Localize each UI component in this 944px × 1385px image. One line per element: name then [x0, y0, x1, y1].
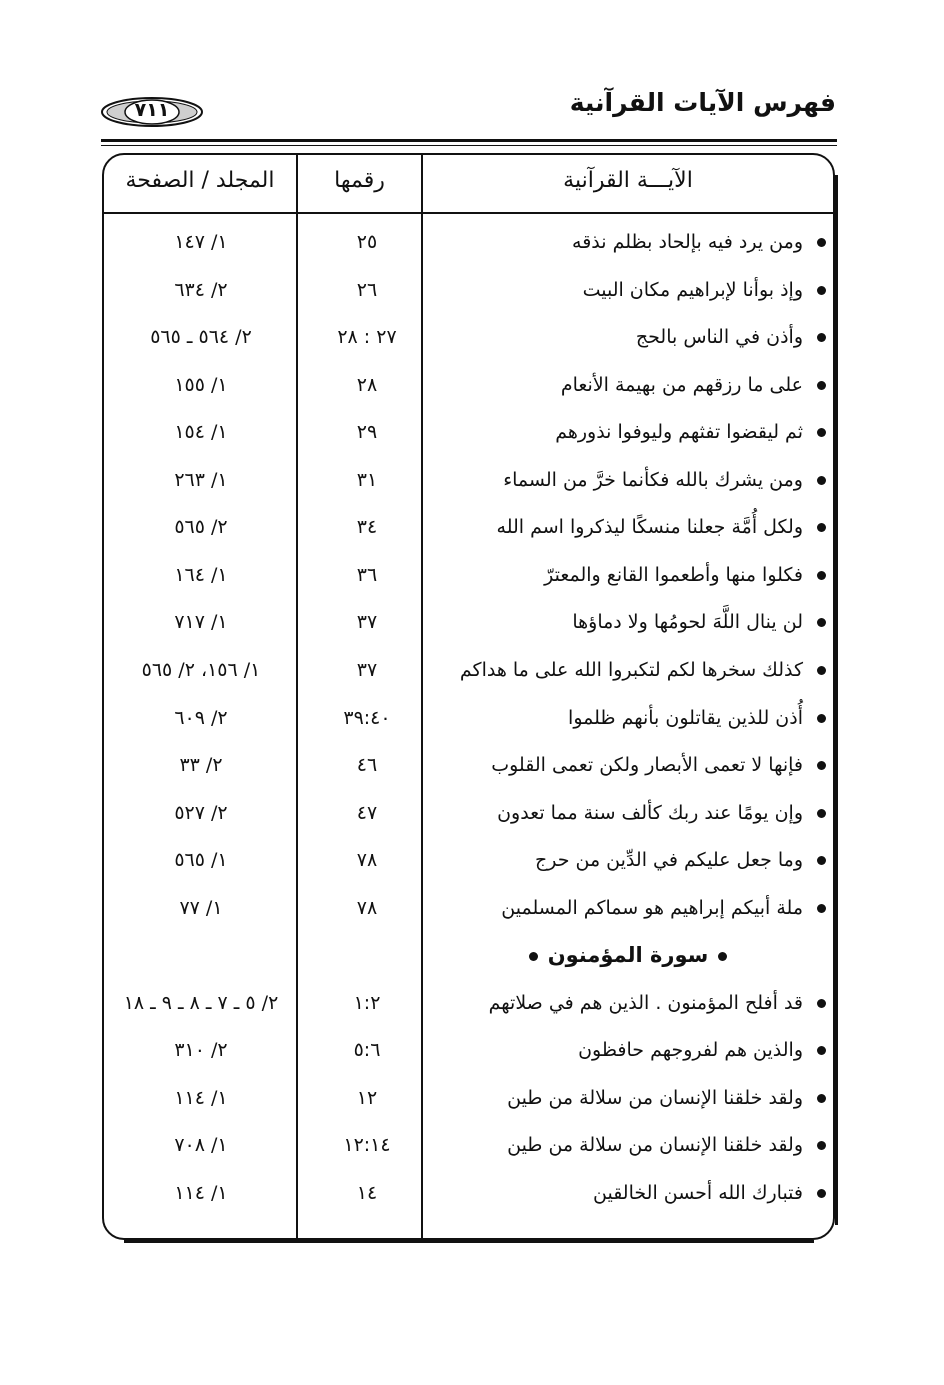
- aya-cell: [466, 983, 826, 1023]
- bullet-icon: [817, 333, 826, 342]
- aya-number: ٧٨: [356, 896, 378, 919]
- bullet-icon: [817, 1094, 826, 1103]
- page-title: فهرس الآيات القرآنية: [569, 88, 836, 117]
- aya-number: ١:٢: [353, 991, 381, 1014]
- bullet-icon: [817, 476, 826, 485]
- bullet-icon: [817, 238, 826, 247]
- aya-text: على ما رزقهم من بهيمة الأنعام: [560, 373, 803, 396]
- aya-number: ٣٩:٤٠: [343, 706, 391, 729]
- volume-page-ref: ٢/ ٦٠٩: [174, 706, 228, 729]
- aya-text: وأذن في الناس بالحج: [635, 326, 803, 349]
- aya-cell: [466, 1125, 826, 1165]
- aya-number: ٢٥: [356, 231, 378, 253]
- header-divider: [104, 212, 833, 214]
- bullet-icon: [817, 618, 826, 627]
- aya-cell: [466, 412, 826, 452]
- aya-cell: [466, 222, 826, 262]
- aya-cell: [466, 1030, 826, 1070]
- table-row: [0, 365, 944, 405]
- table-row: [0, 983, 944, 1023]
- table-row: [0, 650, 944, 690]
- volume-page-ref: ١/ ٢٦٣: [174, 468, 228, 491]
- bullet-icon: [817, 381, 826, 390]
- aya-number: ١٢: [356, 1086, 378, 1109]
- aya-text: وإن يومًا عند ربك كألف سنة مما تعدون: [497, 801, 803, 824]
- column-header-number: رقمها: [334, 168, 385, 193]
- aya-number: ٤٧: [356, 801, 378, 824]
- aya-text: ثم ليقضوا تفثهم وليوفوا نذورهم: [555, 421, 803, 444]
- bullet-icon: [718, 952, 727, 961]
- table-row: [0, 460, 944, 500]
- volume-page-ref: ٢/ ٥٦٤ ـ ٥٦٥: [150, 326, 252, 349]
- aya-cell: [466, 602, 826, 642]
- aya-text: وما جعل عليكم في الدِّين من حرج: [534, 849, 803, 872]
- aya-number: ٣١: [356, 468, 378, 491]
- aya-text: فإنها لا تعمى الأبصار ولكن تعمى القلوب: [491, 754, 803, 777]
- aya-cell: [466, 1173, 826, 1213]
- aya-number: ٢٧ : ٢٨: [337, 326, 397, 349]
- column-header-ref: المجلد / الصفحة: [125, 168, 275, 193]
- aya-text: وإذ بوأنا لإبراهيم مكان البيت: [582, 278, 803, 301]
- bullet-icon: [817, 904, 826, 913]
- table-row: [0, 1078, 944, 1118]
- bullet-icon: [817, 1046, 826, 1055]
- aya-cell: [466, 507, 826, 547]
- aya-cell: [466, 365, 826, 405]
- volume-page-ref: ٢/ ٥٦٥: [174, 516, 228, 539]
- table-row: [0, 602, 944, 642]
- volume-page-ref: ١/ ٥٦٥: [174, 849, 228, 872]
- aya-cell: [466, 745, 826, 785]
- column-header-aya: الآيـــة القرآنية: [563, 168, 693, 193]
- aya-text: ملة أبيكم إبراهيم هو سماكم المسلمين: [501, 896, 803, 919]
- aya-number: ٣٧: [356, 658, 378, 681]
- table-row: [0, 840, 944, 880]
- table-row: [0, 745, 944, 785]
- table-shadow-bottom: [124, 1240, 814, 1243]
- volume-page-ref: ٢/ ٣١٠: [174, 1039, 228, 1062]
- table-row: [0, 270, 944, 310]
- volume-page-ref: ١/ ١٥٥: [174, 373, 228, 396]
- aya-text: ومن يشرك بالله فكأنما خرَّ من السماء: [503, 468, 803, 491]
- aya-text: ولقد خلقنا الإنسان من سلالة من طين: [507, 1086, 803, 1109]
- aya-number: ٣٦: [356, 563, 378, 586]
- aya-cell: [466, 1078, 826, 1118]
- aya-number: ٢٦: [356, 278, 378, 301]
- bullet-icon: [817, 571, 826, 580]
- bullet-icon: [817, 1189, 826, 1198]
- aya-number: ٣٤: [356, 516, 378, 539]
- table-row: [0, 317, 944, 357]
- volume-page-ref: ٢/ ٣٣: [179, 754, 223, 777]
- bullet-icon: [817, 523, 826, 532]
- bullet-icon: [817, 666, 826, 675]
- aya-text: ولقد خلقنا الإنسان من سلالة من طين: [507, 1134, 803, 1157]
- bullet-icon: [817, 809, 826, 818]
- page-number: ٧١١: [134, 99, 170, 121]
- header-rule-thin: [101, 145, 837, 146]
- bullet-icon: [817, 761, 826, 770]
- aya-cell: [466, 270, 826, 310]
- volume-page-ref: ٢/ ٦٣٤: [174, 278, 228, 301]
- aya-text: قد أفلح المؤمنون . الذين هم في صلاتهم: [488, 991, 803, 1014]
- page-number-badge: [100, 96, 204, 128]
- bullet-icon: [817, 999, 826, 1008]
- aya-text: فتبارك الله أحسن الخالقين: [593, 1182, 803, 1204]
- aya-cell: [459, 650, 826, 690]
- sura-heading: [424, 935, 832, 975]
- aya-text: أُذن للذين يقاتلون بأنهم ظلموا: [568, 706, 803, 729]
- table-row: [0, 555, 944, 595]
- volume-page-ref: ١/ ٧٠٨: [174, 1134, 228, 1157]
- bullet-icon: [817, 1141, 826, 1150]
- aya-text: فكلوا منها وأطعموا القانع والمعترّ: [544, 563, 803, 586]
- aya-number: ٣٧: [356, 611, 378, 634]
- volume-page-ref: ١/ ١٥٤: [174, 421, 228, 444]
- aya-text: ومن يرد فيه بإلحاد بظلم نذقه: [572, 231, 803, 253]
- bullet-icon: [817, 714, 826, 723]
- table-row: [0, 888, 944, 928]
- table-row: [0, 412, 944, 452]
- volume-page-ref: ١/ ١٤٧: [174, 231, 228, 253]
- bullet-icon: [817, 286, 826, 295]
- aya-cell: [466, 698, 826, 738]
- volume-page-ref: ١/ ٧١٧: [174, 611, 228, 634]
- aya-cell: [466, 317, 826, 357]
- aya-number: ١٢:١٤: [343, 1134, 391, 1157]
- sura-title: سورة المؤمنون: [547, 943, 709, 968]
- volume-page-ref: ٢/ ٥٢٧: [174, 801, 228, 824]
- aya-text: ولكل أُمَّة جعلنا منسكًا ليذكروا اسم الله: [496, 516, 803, 539]
- table-row: [0, 1173, 944, 1213]
- table-row: [0, 698, 944, 738]
- volume-page-ref: ١/ ١٥٦، ٢/ ٥٦٥: [141, 658, 261, 681]
- aya-text: والذين هم لفروجهم حافظون: [578, 1039, 803, 1062]
- bullet-icon: [817, 856, 826, 865]
- bullet-icon: [529, 952, 538, 961]
- table-row: [0, 793, 944, 833]
- aya-cell: [466, 888, 826, 928]
- aya-number: ٢٨: [356, 373, 378, 396]
- aya-text: لن ينال اللَّهَ لحومُها ولا دماؤها: [572, 611, 803, 634]
- table-row: [0, 222, 944, 262]
- aya-cell: [466, 460, 826, 500]
- aya-number: ٤٦: [356, 754, 378, 777]
- table-row: [0, 1030, 944, 1070]
- volume-page-ref: ١/ ١١٤: [174, 1182, 228, 1204]
- aya-cell: [466, 555, 826, 595]
- aya-number: ١٤: [356, 1182, 378, 1204]
- volume-page-ref: ١/ ٧٧: [179, 896, 223, 919]
- aya-cell: [466, 793, 826, 833]
- header-rule-thick: [101, 139, 837, 142]
- bullet-icon: [817, 428, 826, 437]
- volume-page-ref: ٢/ ٥ ـ ٧ ـ ٨ ـ ٩ ـ ١٨: [123, 991, 279, 1014]
- table-row: [0, 1125, 944, 1165]
- aya-number: ٧٨: [356, 849, 378, 872]
- aya-number: ٥:٦: [353, 1039, 381, 1062]
- aya-cell: [466, 840, 826, 880]
- aya-number: ٢٩: [356, 421, 378, 444]
- aya-text: كذلك سخرها لكم لتكبروا الله على ما هداكم: [459, 658, 803, 681]
- table-row: [0, 507, 944, 547]
- volume-page-ref: ١/ ١٦٤: [174, 563, 228, 586]
- volume-page-ref: ١/ ١١٤: [174, 1086, 228, 1109]
